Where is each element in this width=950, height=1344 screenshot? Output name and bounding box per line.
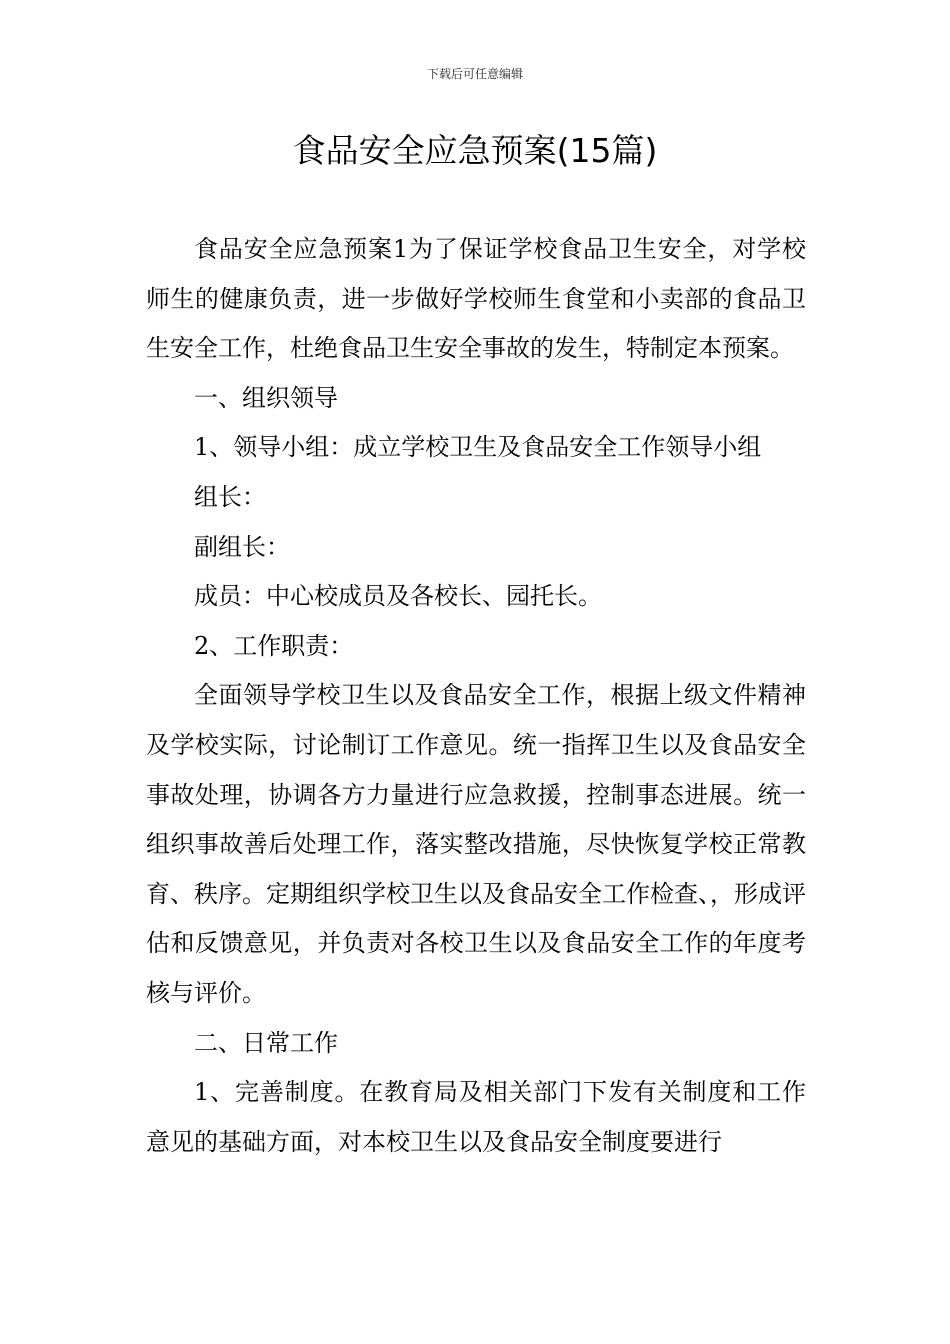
paragraph-intro: 食品安全应急预案1为了保证学校食品卫生安全，对学校师生的健康负责，进一步做好学校师生食堂和小卖部的食品卫生安全工作，杜绝食品卫生安全事故的发生，特制定本预案。 bbox=[146, 235, 806, 363]
paragraph-group-leader: 组长： bbox=[194, 482, 266, 511]
document-title: 食品安全应急预案(15篇) bbox=[292, 131, 658, 170]
paragraph-deputy-leader: 副组长： bbox=[194, 532, 290, 561]
paragraph-duties-heading: 2、工作职责： bbox=[194, 631, 354, 660]
section-heading-organization: 一、组织领导 bbox=[194, 383, 338, 412]
paragraph-leading-group: 1、领导小组：成立学校卫生及食品安全工作领导小组 bbox=[194, 433, 762, 462]
paragraph-duties: 全面领导学校卫生以及食品安全工作，根据上级文件精神及学校实际，讨论制订工作意见。统一指挥卫生以及食品安全事故处理，协调各方力量进行应急救援，控制事态进展。统一组织事故善后处理工作，落实整改措施，尽快恢复学校正常教育、秩序。定期组织学校卫生以及食品安全工作检查、，形成评估和反馈意见，并负责对各校卫生以及食品安全工作的年度考核与评价。 bbox=[146, 681, 806, 1007]
header-note: 下载后可任意编辑 bbox=[426, 67, 523, 81]
section-heading-daily-work: 二、日常工作 bbox=[194, 1028, 338, 1057]
document-body bbox=[146, 225, 806, 1167]
paragraph-improve-system: 1、完善制度。在教育局及相关部门下发有关制度和工作意见的基础方面，对本校卫生以及食品安全制度要进行 bbox=[146, 1078, 806, 1156]
paragraph-members: 成员：中心校成员及各校长、园托长。 bbox=[194, 582, 602, 611]
